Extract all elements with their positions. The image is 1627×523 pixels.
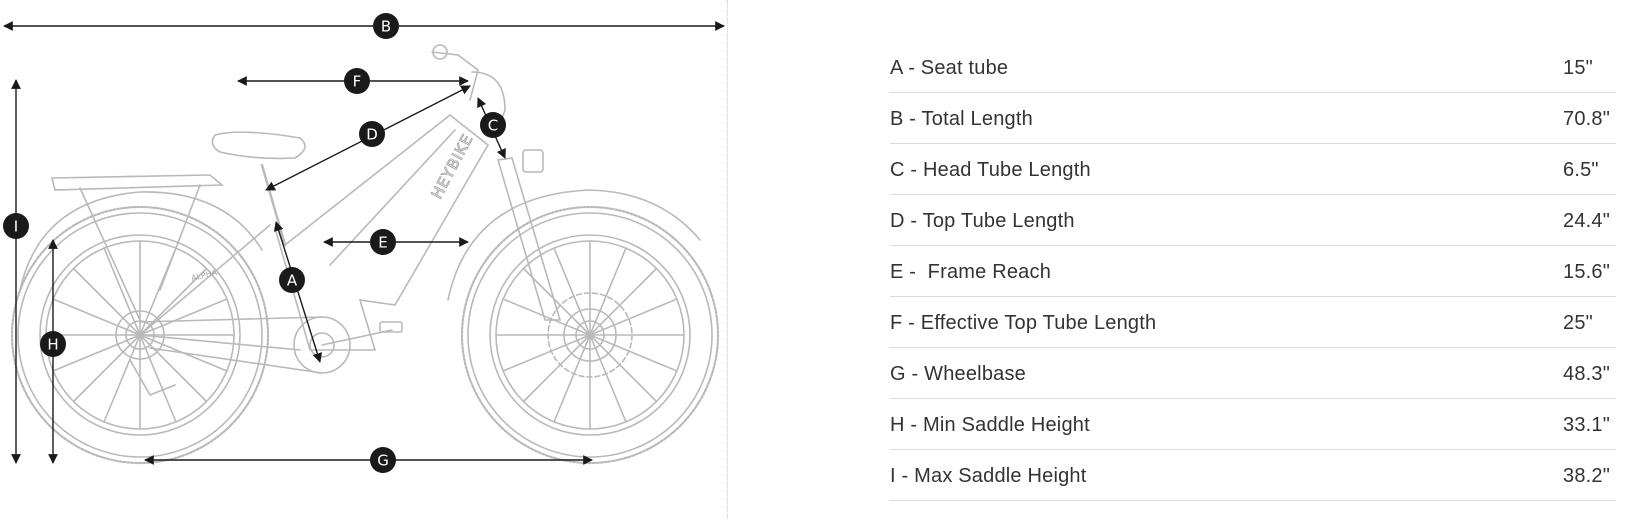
spec-name: D - Top Tube Length <box>890 210 1075 232</box>
marker-b <box>373 13 399 39</box>
spec-value: 15" <box>1563 57 1593 79</box>
spec-row-h <box>890 399 1616 450</box>
marker-i <box>3 213 29 239</box>
marker-f <box>344 68 370 94</box>
spec-name: C - Head Tube Length <box>890 159 1091 181</box>
spec-name: G - Wheelbase <box>890 363 1026 385</box>
marker-d-label: D <box>366 125 378 144</box>
marker-e-label: E <box>378 233 388 252</box>
marker-e <box>370 229 396 255</box>
spec-name: H - Min Saddle Height <box>890 414 1090 436</box>
spec-row-c <box>890 144 1616 195</box>
spec-value: 70.8" <box>1563 108 1611 130</box>
marker-a <box>279 267 305 293</box>
marker-h <box>40 331 66 357</box>
marker-h-label: H <box>47 335 59 354</box>
marker-b-label: B <box>380 17 392 36</box>
spec-name: B - Total Length <box>890 108 1033 130</box>
panel-divider <box>727 0 728 518</box>
spec-row-b <box>890 93 1616 144</box>
spec-row-g <box>890 348 1616 399</box>
spec-row-a <box>890 42 1616 93</box>
front-wheel <box>462 207 718 463</box>
marker-g-label: G <box>377 451 389 470</box>
spec-value: 48.3" <box>1563 363 1611 385</box>
dimension-a-line <box>276 222 320 362</box>
bike-geometry-diagram <box>0 0 730 518</box>
spec-value: 24.4" <box>1563 210 1611 232</box>
marker-a-label: A <box>286 271 298 290</box>
marker-f-label: F <box>352 72 362 91</box>
bike-illustration <box>12 45 718 463</box>
marker-d <box>359 121 385 147</box>
spec-value: 38.2" <box>1563 465 1611 487</box>
spec-row-e <box>890 246 1616 297</box>
geometry-spec-table <box>890 42 1616 501</box>
spec-name: I - Max Saddle Height <box>890 465 1087 487</box>
spec-name: A - Seat tube <box>890 57 1009 79</box>
marker-c <box>480 112 506 138</box>
spec-name: F - Effective Top Tube Length <box>890 312 1157 334</box>
spec-value: 25" <box>1563 312 1593 334</box>
spec-row-d <box>890 195 1616 246</box>
spec-value: 6.5" <box>1563 159 1599 181</box>
frame-model-text: ALPHA <box>190 267 218 283</box>
marker-i-label: I <box>13 217 19 236</box>
spec-row-i <box>890 450 1616 501</box>
brand-logo-text: HEYBIKE <box>427 130 477 202</box>
spec-row-f <box>890 297 1616 348</box>
spec-name: E - Frame Reach <box>890 261 1052 283</box>
spec-value: 33.1" <box>1563 414 1611 436</box>
marker-c-label: C <box>487 116 499 135</box>
marker-g <box>370 447 396 473</box>
spec-value: 15.6" <box>1563 261 1611 283</box>
